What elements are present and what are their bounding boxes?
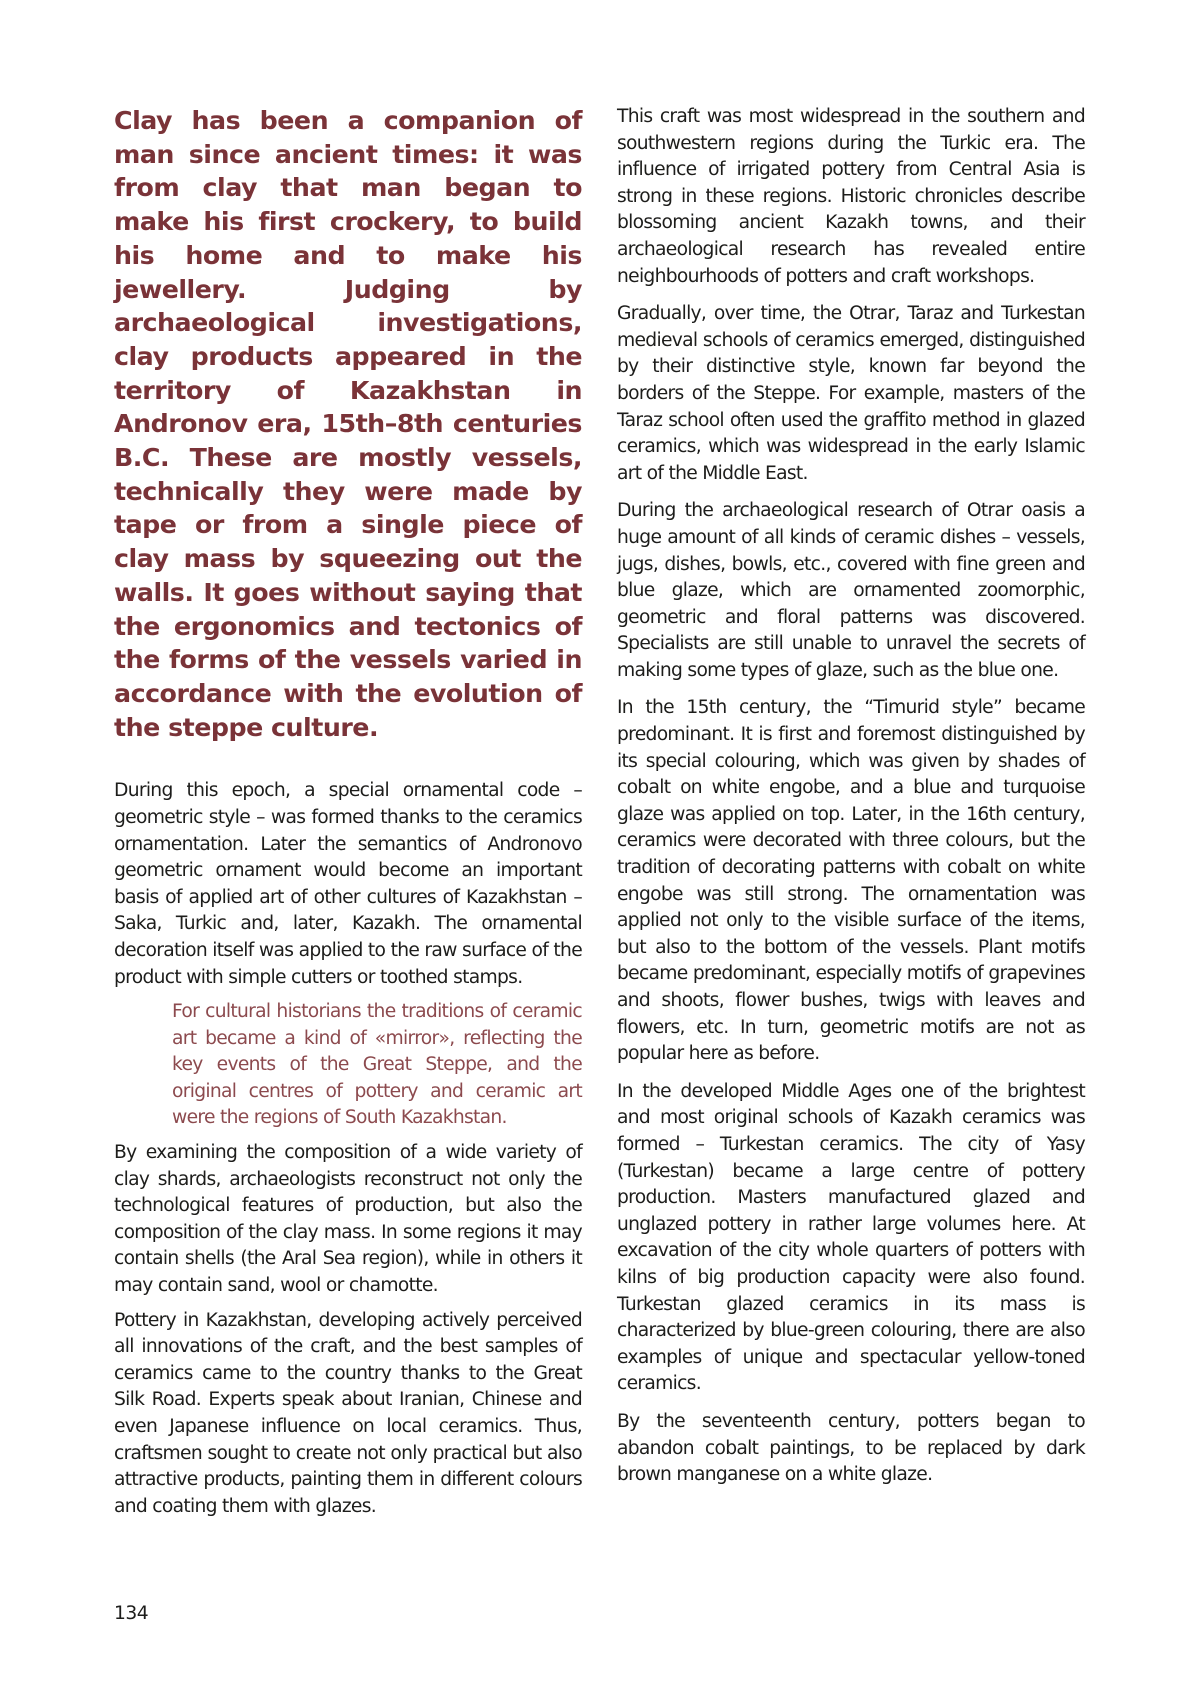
body-paragraph: This craft was most widespread in the southern and southwestern regions during the Turkic era. The influence of irrigated pottery from Central Asia is strong in these regions. Historic chronicles describe blossoming ancient Kazakh towns, and their archaeological research has revealed entire neighbourhoods of potters and craft workshops.: [617, 106, 1085, 287]
body-paragraph: In the developed Middle Ages one of the brightest and most original schools of Kazakh ceramics was formed – Turkestan ceramics. The city of Yasy (Turkestan) became a large centre of pottery production. Masters manufactured glazed and unglazed pottery in rather large volumes here. At excavation of the city whole quarters of potters with kilns of big production capacity were also found. Turkestan glazed ceramics in its mass is characterized by blue-green colouring, there are also examples of unique and spectacular yellow-toned ceramics.: [617, 1080, 1085, 1395]
pull-quote: For cultural historians the traditions of ceramic art became a kind of «mirror», reflecting the key events of the Great Steppe, and the original centres of pottery and ceramic art were the regions of South Kazakhstan.: [172, 1001, 582, 1129]
body-paragraph: By examining the composition of a wide variety of clay shards, archaeologists reconstruct not only the technological features of production, but also the composition of the clay mass. In some regions it may contain shells (the Aral Sea region), while in others it may contain sand, wool or chamotte.: [114, 1142, 582, 1297]
body-paragraph: Pottery in Kazakhstan, developing actively perceived all innovations of the craft, and the best samples of ceramics came to the country thanks to the Great Silk Road. Experts speak about Iranian, Chinese and even Japanese influence on local ceramics. Thus, craftsmen sought to create not only practical but also attractive products, painting them in different colours and coating them with glazes.: [114, 1309, 582, 1517]
lead-paragraph: Clay has been a companion of man since ancient times: it was from clay that man began to make his first crockery, to build his home and to make his jewellery. Judging by archaeological investigations, clay products appeared in the territory of Kazakhstan in Andronov era, 15th–8th centuries B.C. These are mostly vessels, technically they were made by tape or from a single piece of clay mass by squeezing out the walls. It goes without saying that the ergonomics and tectonics of the forms of the vessels varied in accordance with the evolution of the steppe culture.: [114, 106, 582, 742]
body-paragraph: During this epoch, a special ornamental code – geometric style – was formed thanks to the ceramics ornamentation. Later the semantics of Andronovo geometric ornament would become an important basis of applied art of other cultures of Kazakhstan – Saka, Turkic and, later, Kazakh. The ornamental decoration itself was applied to the raw surface of the product with simple cutters or toothed stamps.: [114, 780, 582, 988]
right-column: [617, 104, 1085, 1500]
body-paragraph: During the archaeological research of Otrar oasis a huge amount of all kinds of ceramic dishes – vessels, jugs, dishes, bowls, etc., covered with fine green and blue glaze, which are ornamented zoomorphic, geometric and floral patterns was discovered. Specialists are still unable to unravel the secrets of making some types of glaze, such as the blue one.: [617, 500, 1085, 681]
page-number: 134: [114, 1603, 149, 1624]
body-paragraph: Gradually, over time, the Otrar, Taraz and Turkestan medieval schools of ceramics emerged, distinguished by their distinctive style, known far beyond the borders of the Steppe. For example, masters of the Taraz school often used the graffito method in glazed ceramics, which was widespread in the early Islamic art of the Middle East.: [617, 303, 1085, 484]
body-paragraph: By the seventeenth century, potters began to abandon cobalt paintings, to be replaced by dark brown manganese on a white glaze.: [617, 1410, 1085, 1486]
body-paragraph: In the 15th century, the “Timurid style” became predominant. It is first and foremost distinguished by its special colouring, which was given by shades of cobalt on white engobe, and a blue and turquoise glaze was applied on top. Later, in the 16th century, ceramics were decorated with three colours, but the tradition of decorating patterns with cobalt on white engobe was still strong. The ornamentation was applied not only to the visible surface of the items, but also to the bottom of the vessels. Plant motifs became predominant, especially motifs of grapevines and shoots, flower bushes, twigs with leaves and flowers, etc. In turn, geometric motifs are not as popular here as before.: [617, 697, 1085, 1065]
left-column: [114, 104, 582, 1528]
